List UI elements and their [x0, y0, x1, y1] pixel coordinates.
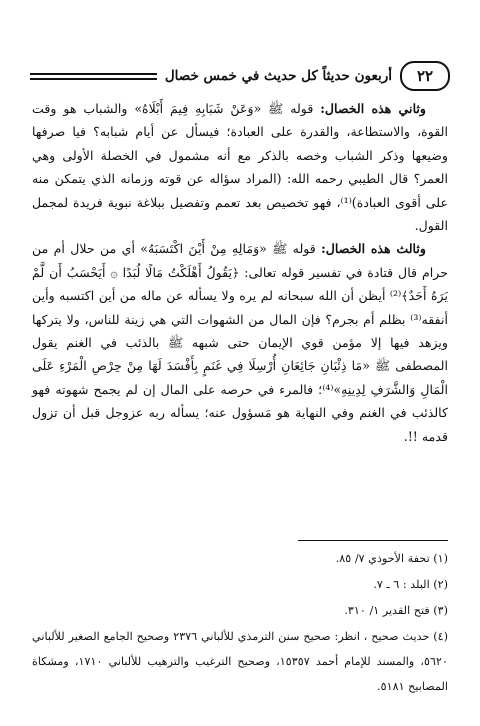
footnote-separator: [298, 540, 448, 541]
footnote-4: (٤) حديث صحيح ، انظر: صحيح سنن الترمذي للألباني ٢٣٧٦ وصحيح الجامع الصغير للألباني ٥٦٢٠، والمسند للإمام أحمد ١٥٣٥٧، وصحيح الترغيب والترهيب للألباني ١٧١٠، ومشكاة المصابيح ٥١٨١.: [32, 630, 448, 693]
paragraph-text: قوله ﷺ «وَعَنْ شَبَابِهِ فِيمَ أَبْلَاهُ» والشباب هو وقت القوة، والاستطاعة، والقدرة على العبادة؛ فيسأل عن أيام شبابه؟ فيا صرفها وضيعها وذكر الشباب وخصه بالذكر مع أنه مشمول في الخصلة الأولى وهي العمر؟ قال الطيبي رحمه الله: (المراد سؤاله عن قوته وزمانه الذي يتمكن منه على أقوى العبادة)⁽¹⁾، فهو تخصيص بعد تعمم وتفصيل ببلاغة نبوية فريدة لمجمل القول.: [32, 101, 448, 234]
footnotes: [32, 546, 448, 699]
footnote-2: (٢) البلد : ٦ ـ ٧.: [373, 578, 448, 591]
paragraph-third-trait: [32, 237, 448, 448]
main-text: [32, 97, 448, 448]
paragraph-text: قوله ﷺ «وَمَالِهِ مِنْ أَيْنَ اكْتَسَبَهُ» أي من حلال أم من حرام قال قتادة في تفسير قوله تعالى: ﴿يَقُولُ أَهْلَكْتُ مَالًا لُبَدًا ۞ أَيَحْسَبُ أَن لَّمْ يَرَهُ أَحَدٌ﴾⁽²⁾ أيظن أن الله سبحانه لم يره ولا يسأله عن ماله من أين اكتسبه وأين أنفقه⁽³⁾ بظلم أم بجرم؟ فإن المال من الشهوات التي هي زينة للناس، ولا يتركها ويزهد فيها إلا مؤمن قوي الإيمان حتى شبهه ﷺ بالذئب في الغنم يقول المصطفى ﷺ «مَا ذِئْبَانِ جَائِعَانِ أُرْسِلَا فِي غَنَمٍ بِأَفْسَدَ لَهَا مِنْ حِرْصِ الْمَرْءِ عَلَى الْمَالِ وَالشَّرَفِ لِدِينِهِ»⁽⁴⁾؛ فالمرء في حرصه على المال إن لم يجمح شهوته فهو كالذئب في الغنم وفي النهاية هو مَسؤول عنه؛ يسأله ربه عزوجل قبل أن تزول قدمه !!.: [32, 241, 448, 444]
page-number: ٢٢: [400, 61, 450, 91]
page-header: [30, 62, 450, 90]
running-title: أربعون حديثاً كل حديث في خمس خصال: [164, 68, 392, 84]
paragraph-lead: وثالث هذه الخصال:: [321, 241, 426, 257]
paragraph-second-trait: [32, 97, 448, 237]
paragraph-lead: وثاني هذه الخصال:: [320, 101, 426, 116]
footnote-1: (١) تحفة الأحوذي ٧/ ٨٥.: [335, 552, 448, 565]
footnote-3: (٣) فتح القدير ١/ ٣١٠.: [344, 604, 448, 617]
header-rule: [30, 73, 157, 80]
